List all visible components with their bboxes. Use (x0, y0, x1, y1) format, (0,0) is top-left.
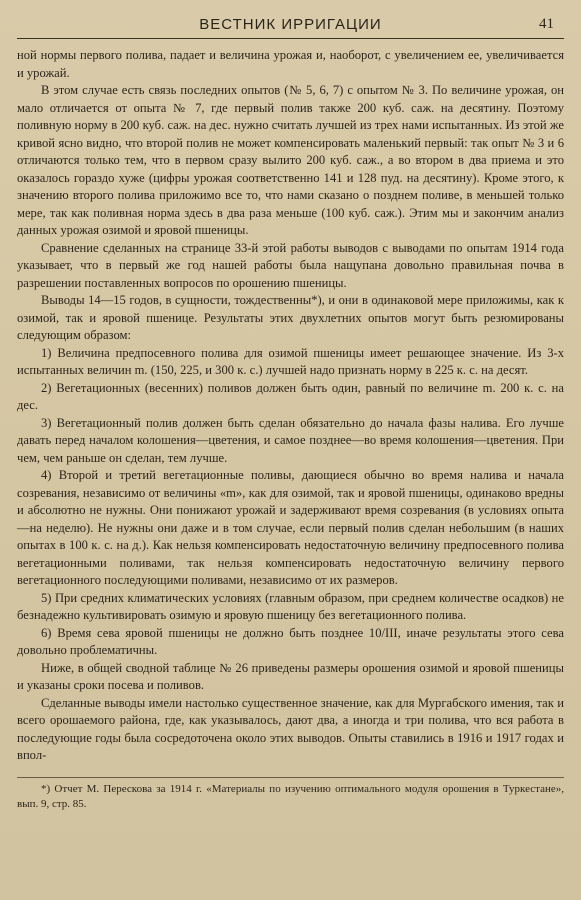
footnote-divider (17, 777, 564, 778)
conclusion-item-1: 1) Величина предпосевного полива для озимой пшеницы имеет решающее значение. Из 3-х испытанных величин m. (150, 225, и 300 к. с.) лучшей надо признать норму в 225 к. с. на десят. (17, 345, 564, 377)
paragraph-continuation: ной нормы первого полива, падает и величина урожая и, наоборот, с увеличением ее, увеличивается и урожай. (17, 48, 564, 80)
journal-title: ВЕСТНИК ИРРИГАЦИИ (199, 16, 382, 33)
paragraph-table-reference: Ниже, в общей сводной таблице № 26 приведены размеры орошения озимой и яровой пшеницы и указаны сроки посева и поливов. (17, 660, 564, 692)
conclusion-item-4: 4) Второй и третий вегетационные поливы, дающиеся обычно во время налива и начала созревания, независимо от величины «m», как для озимой, так и яровой пшеницы, одинаково вредны и абсолютно не нужны. Они понижают урожай и задерживают время созревания (в условиях опыта—на неделю). Не нужны они даже и в том случае, если первый полив сделан небольшим (в наших опытах в 100 к. с. на д.). Как нельзя компенсировать недостаточную величину предпосевного полива вегетационными поливами, так нельзя компенсировать недостаточную величину первого вегетационного последующими поливами, независимо от их размеров. (17, 468, 564, 587)
page-number: 41 (539, 16, 554, 32)
paragraph-comparison: Сравнение сделанных на странице 33-й этой работы выводов с выводами по опытам 1914 года указывает, что в первый же год нашей работы была нащупана довольно правильная почва в разрешении поставленных вопросов по орошению пшеницы. (17, 240, 564, 290)
footnote: *) Отчет М. Перескова за 1914 г. «Материалы по изучению оптимального модуля орошения в Туркестане», вып. 9, стр. 85. (17, 782, 564, 810)
running-header (17, 16, 564, 39)
article-body (17, 47, 564, 765)
conclusion-item-6: 6) Время сева яровой пшеницы не должно быть позднее 10/III, иначе результаты этого сева довольно проблематичны. (17, 625, 564, 657)
paragraph-analysis: В этом случае есть связь последних опытов (№ 5, 6, 7) с опытом № 3. По величине урожая, он мало отличается от опыта № 7, где первый полив также 200 куб. саж. на десятину. Поэтому поливную норму в 200 куб. саж. на дес. нужно считать лучшей из трех нами испытанных. Из этой же кривой ясно видно, что второй полив не может компенсировать маленький первый: так опыт № 3 и 6 отличаются только тем, что в первом сразу вылито 200 куб. саж., а во втором в два приема и это оказалось гораздо хуже (цифры урожая соответственно 141 и 128 пуд. на десятину). Кроме этого, к значению второго полива приложимо все то, что нами сказано о позднем поливе, в меньшей только мере, так как поливная норма здесь в два раза меньше (100 куб. саж.). Этим мы и закончим анализ данных урожая озимой и яровой пшеницы. (17, 83, 564, 237)
conclusion-item-2: 2) Вегетационных (весенних) поливов должен быть один, равный по величине m. 200 к. с. на дес. (17, 380, 564, 412)
paragraph-conclusions-intro: Выводы 14—15 годов, в сущности, тождественны*), и они в одинаковой мере приложимы, как к озимой, так и яровой пшенице. Результаты этих двухлетних опытов могут быть резюмированы следующим образом: (17, 293, 564, 342)
paragraph-significance: Сделанные выводы имели настолько существенное значение, как для Мургабского имения, так и всего орошаемого района, где, как указывалось, дают два, а иногда и три полива, что вся работа в последующие годы была сосредоточена около этих выводов. Опыты ставились в 1916 и 1917 годах и впол- (17, 695, 564, 762)
conclusion-item-5: 5) При средних климатических условиях (главным образом, при среднем количестве осадков) не безнадежно культивировать озимую и яровую пшеницу без вегетационного полива. (17, 590, 564, 622)
conclusion-item-3: 3) Вегетационный полив должен быть сделан обязательно до начала фазы налива. Его лучше давать перед началом колошения—цветения, и самое позднее—во время колошения—цветения. При чем, чем раньше он сделан, тем лучше. (17, 415, 564, 465)
